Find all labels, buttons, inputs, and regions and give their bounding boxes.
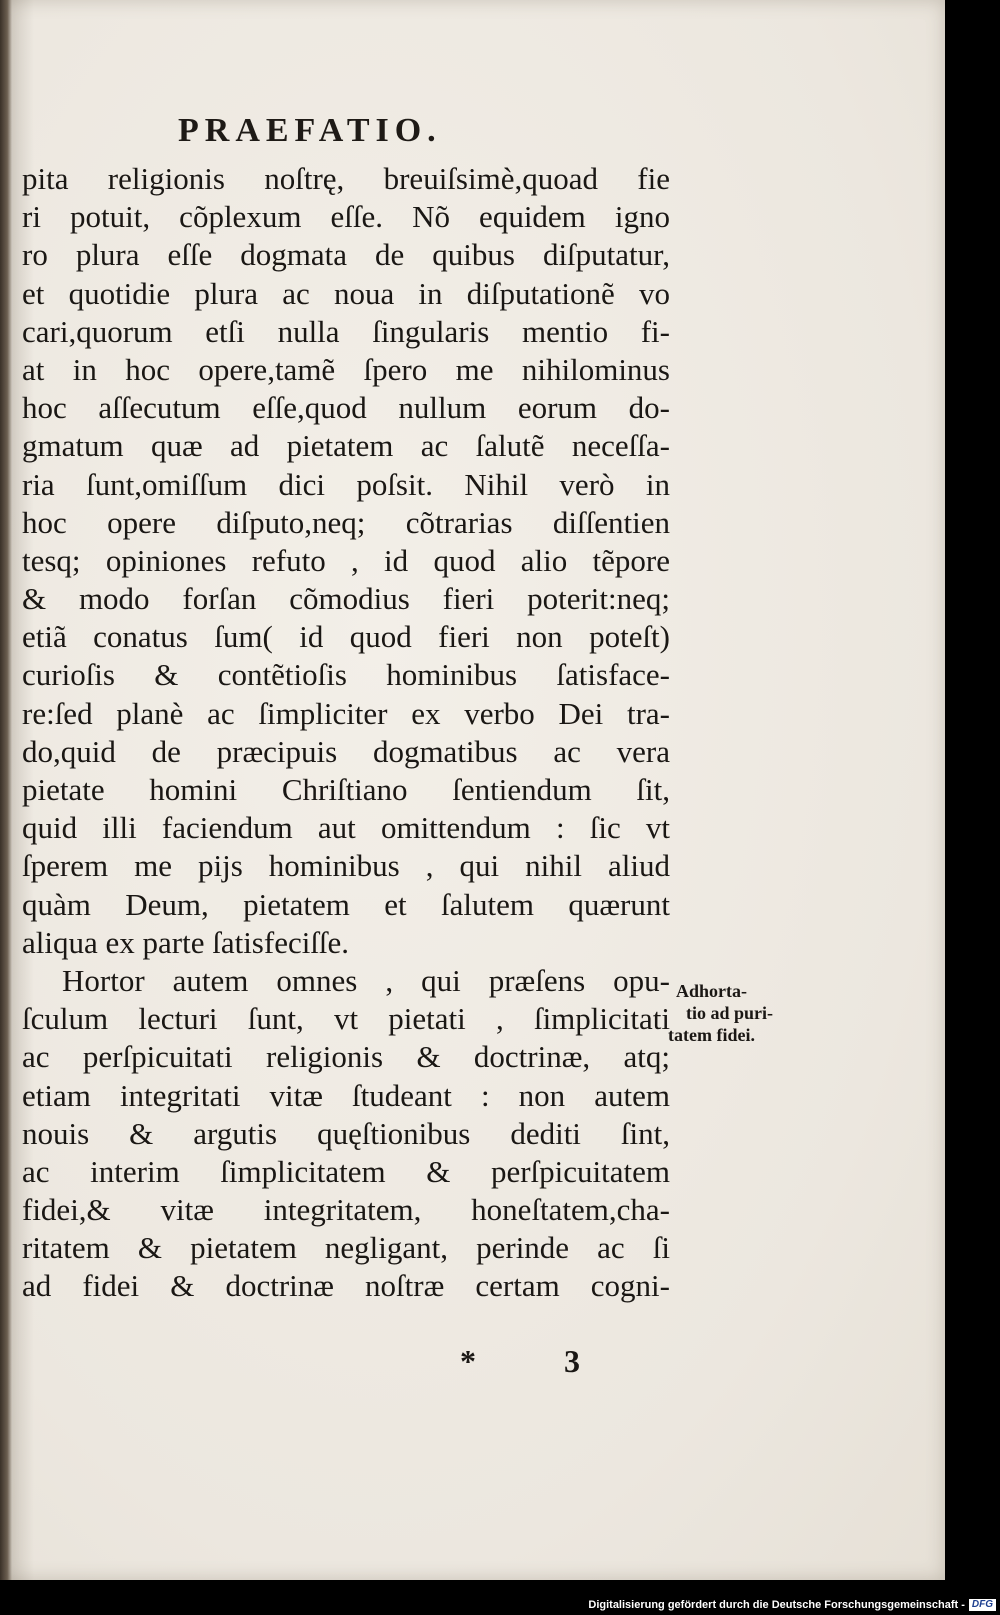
text-line: ac perſpicuitati religionis & doctrinæ, atq; [22,1039,670,1075]
text-line: re:ſed planè ac ſimpliciter ex verbo Dei tra- [22,695,670,731]
dfg-logo: DFG [969,1599,996,1611]
text-line: et quotidie plura ac noua in diſputationẽ vo [22,275,670,311]
text-line: hoc aſſecutum eſſe,quod nullum eorum do- [22,390,670,426]
text-line: ri potuit, cõplexum eſſe. Nõ equidem igno [22,199,670,235]
marginal-note-line: tio ad puri- [686,1003,774,1023]
marginal-note-line: tatem fidei. [668,1025,755,1045]
text-line: nouis & argutis quęſtionibus dediti ſint, [22,1115,670,1151]
digitization-credit [588,1599,996,1611]
text-line: gmatum quæ ad pietatem ac ſalutẽ neceſſa- [22,428,670,464]
text-line: fidei,& vitæ integritatem, honeſtatem,cha- [22,1192,670,1228]
text-line: cari,quorum etſi nulla ſingularis mentio fi- [22,313,670,349]
text-line: curioſis & contẽtioſis hominibus ſatisface- [22,657,670,693]
text-line: ro plura eſſe dogmata de quibus diſputatur, [22,237,670,273]
text-line: etiam integritati vitæ ſtudeant : non autem [22,1077,670,1113]
text-line: do,quid de præcipuis dogmatibus ac vera [22,733,670,769]
text-line: ad fidei & doctrinæ noſtræ certam cogni- [22,1268,670,1304]
text-line: hoc opere diſputo,neq; cõtrarias diſſentien [22,504,670,540]
text-line: & modo forſan cõmodius fieri poterit:neq; [22,581,670,617]
text-line: at in hoc opere,tamẽ ſpero me nihilominus [22,351,670,387]
text-line: aliqua ex parte ſatisfeciſſe. [22,924,350,960]
body-text [22,160,670,1306]
binding-edge [0,0,12,1580]
text-line: quàm Deum, pietatem et ſalutem quærunt [22,886,670,922]
signature-mark: * 3 [460,1343,620,1379]
text-line: etiã conatus ſum( id quod fieri non poteſt) [22,619,670,655]
credit-text: Digitalisierung gefördert durch die Deutsche Forschungsgemeinschaft - [588,1598,965,1611]
text-line: tesq; opiniones refuto , id quod alio tẽpore [22,542,670,578]
text-line: pita religionis noſtrę, breuiſsimè,quoad fie [22,161,670,196]
text-line: ac interim ſimplicitatem & perſpicuitatem [22,1153,670,1189]
text-line: Hortor autem omnes , qui præſens opu- [62,962,670,998]
marginal-note [668,980,808,1046]
running-head: PRAEFATIO. [178,112,442,149]
text-line: ria ſunt,omiſſum dici poſsit. Nihil verò in [22,466,670,502]
text-line: ritatem & pietatem negligant, perinde ac ſi [22,1230,670,1266]
text-line: ſculum lecturi ſunt, vt pietati , ſimplicitati [22,1001,670,1037]
marginal-note-line: Adhorta- [676,981,747,1001]
text-line: ſperem me pijs hominibus , qui nihil aliud [22,848,670,884]
text-line: pietate homini Chriſtiano ſentiendum ſit, [22,772,670,807]
text-line: quid illi faciendum aut omittendum : ſic vt [22,810,670,846]
